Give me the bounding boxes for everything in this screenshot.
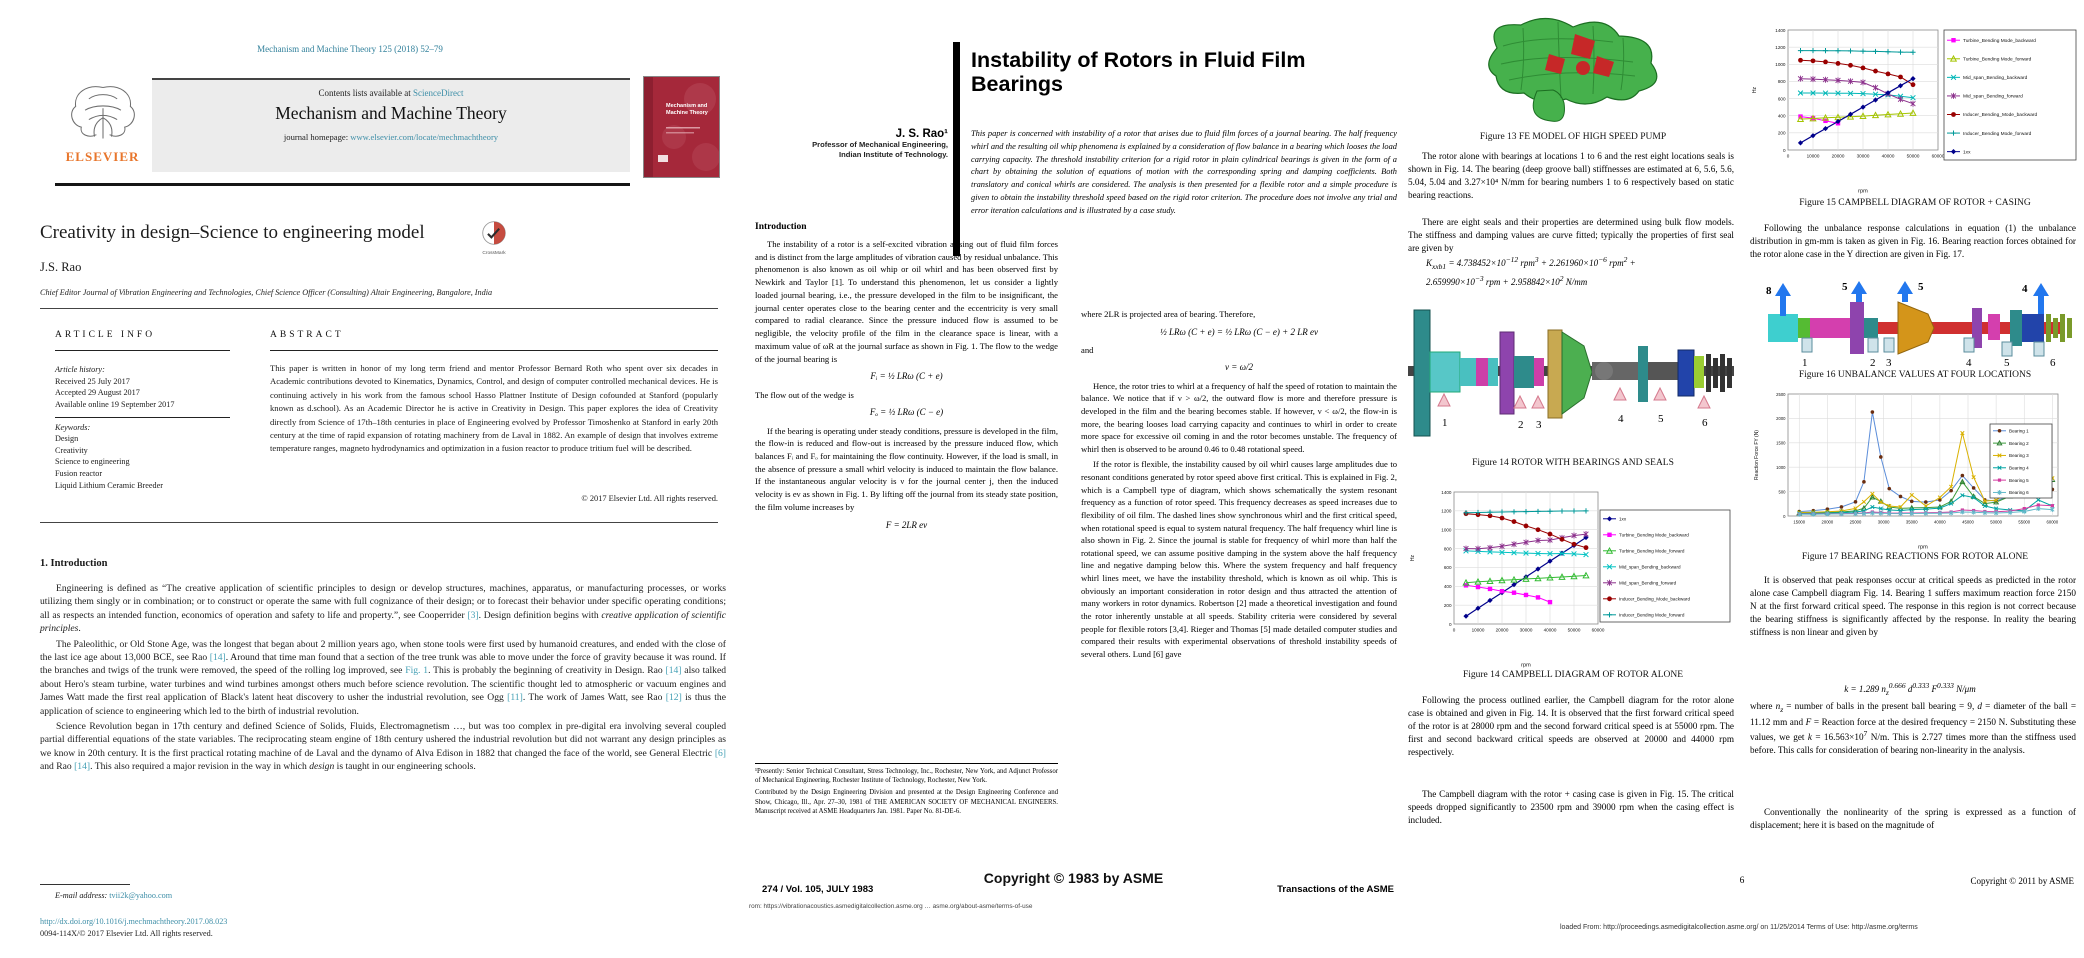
fig15-caption: Figure 15 CAMPBELL DIAGRAM OF ROTOR + CASING (1799, 198, 2031, 208)
svg-text:40000: 40000 (1543, 627, 1557, 633)
issn-line: 0094-114X/© 2017 Elsevier Ltd. All rights reserved. (40, 929, 213, 938)
svg-text:50000: 50000 (1567, 627, 1581, 633)
svg-text:Inducer_Bending Mode_forward: Inducer_Bending Mode_forward (1619, 612, 1685, 618)
unbalance-value: 8 (1766, 285, 1772, 297)
history-line: Accepted 29 August 2017 (55, 388, 140, 398)
history-label: Article history: (55, 365, 105, 374)
svg-text:60000: 60000 (1591, 627, 1605, 633)
svg-text:1400: 1400 (1775, 27, 1786, 33)
divider (40, 308, 718, 309)
author-block (708, 128, 948, 161)
equation: Fₒ = ½ LRω (C − e) (869, 407, 944, 418)
svg-text:Turbine_Bending Mode_backward: Turbine_Bending Mode_backward (1619, 532, 1689, 538)
svg-text:Hz: Hz (1410, 554, 1416, 562)
keywords-label: Keywords: (55, 422, 91, 432)
paper-abstract: This paper is concerned with instability of a rotor that arises due to fluid film forces of a journal bearing. The half frequency whirl and the resulting oil whip phenomena is explained by a consideration of flow balance in a bearing which looses the load carrying capacity. The threshold instability criterion for a rigid rotor in plain cylindrical bearings is given in the form of a chart by obtaining the solution of equations of motion with the corresponding spring and damping coefficients. Both translatory and conical whirls are considered. The analysis is then presented for a flexible rotor and a simple procedure is given to obtain the instability threshold speed based on the rigid rotor criterion. The procedure does not involve any trial and error iteration calculations and is illustrated by a case study. (971, 129, 1397, 215)
svg-text:40000: 40000 (1881, 153, 1895, 159)
abstract-copyright: © 2017 Elsevier Ltd. All rights reserved. (581, 494, 718, 503)
svg-text:1xx: 1xx (1619, 516, 1627, 522)
svg-text:10000: 10000 (1806, 153, 1820, 159)
section-heading: 1. Introduction (40, 558, 108, 569)
svg-text:Turbine_Bending Mode_forward: Turbine_Bending Mode_forward (1963, 57, 2032, 63)
asme-1983-paper-page (747, 0, 1400, 958)
svg-text:Bearing 2: Bearing 2 (2009, 440, 2029, 446)
history-line: Available online 19 September 2017 (55, 399, 175, 409)
homepage-line: journal homepage: www.elsevier.com/locate/mechmachtheory (283, 132, 499, 142)
paragraph: If the bearing is operating under steady conditions, pressure is developed in the film, the flow-in is reduced and flow-out is increased by the pressure induced flow, which balances Fᵢ and Fₒ for maintaining the flow continuity. However, if the load is small, in the absence of pressure a small whirl velocity is induced to maintain the flow balance. If the instantaneous angular velocity is ν for the journal center j, then the induced velocity is eν as shown in Fig. 1. By lifting off the journal from its steady state position, the film volume increases by (755, 425, 1058, 512)
svg-text:1000: 1000 (1776, 465, 1786, 470)
svg-text:45000: 45000 (1962, 519, 1974, 525)
svg-text:0: 0 (1448, 621, 1452, 627)
elsevier-logo (55, 80, 150, 180)
history-line: Received 25 July 2017 (55, 376, 130, 386)
svg-text:0: 0 (1452, 627, 1456, 633)
doi-link[interactable]: http://dx.doi.org/10.1016/j.mechmachtheory.2017.08.023 (40, 917, 228, 926)
column-right (1750, 0, 2080, 958)
fig14-campbell-chart (1408, 478, 1738, 673)
svg-text:60000: 60000 (2046, 519, 2059, 525)
fig17-caption: Figure 17 BEARING REACTIONS FOR ROTOR ALONE (1801, 552, 2029, 562)
abstract-text: This paper is written in honor of my long term friend and mentor Professor Bernard Roth who spent over six decades in Academic contributions devoted to Kinematics, Dynamics, Control, and design of computer controlled mechanical devices. He is continuing actively in his work from the famous school Hasso Plattner Institute of Design cofounded at Stanford (popularly known as d.school). As an Academic Director he is active in Creativity in Design. This paper explores the idea of Creativity directly from Science of 17th–18th centuries in place of Engineering evolved by Professor Timoshenko at Stanford in early 20th century at the time of rapid expansion of rotating machinery from de Laval in 1882. An example of design that involves extreme temperature ranges, magneto hydrodynamics and optimization in a fusion reactor to produce tritium fuel will be described. (270, 363, 718, 454)
svg-text:Reaction Force FY (N): Reaction Force FY (N) (1754, 430, 1760, 480)
svg-text:Turbine_Bending Mode_backward: Turbine_Bending Mode_backward (1963, 38, 2036, 44)
abstract-heading: ABSTRACT (270, 330, 344, 340)
divider (40, 522, 718, 523)
svg-text:Bearing 1: Bearing 1 (2009, 428, 2029, 434)
paragraph: If the rotor is flexible, the instability caused by oil whirl causes large amplitudes due to resonant conditions generated by rotor speed above first critical. This is explained in Fig. 2, which is a Campbell type of diagram, which shows schematically the system resonant frequency as a function of rotor speed. This frequency decreases as speed increases due to flexibility of oil film. The dashed lines show synchronous whirl and the first critical speed, when rotational speed is equal to system natural frequency. The half frequency whirl line is also shown in Fig. 2. Since the journal is stable for frequency of whirl more than half the rotational speed, we can assume positive damping in the system above the half frequency line and negative damping below this. Where the system frequency and half frequency whirl lines meet, we have the instability threshold, which is known as oil whip. This is obviously an important consideration in rotor design and thus attracted the attention of many workers in rotor dynamics. Robertson [2] made a theoretical investigation and found the rotor inherently unstable at all speeds. Stability criteria were considered by several people for flexible rotors [3,4]. Rieger and Thomas [5] made detailed computer studies and compared their results with experimental observations of threshold instability speeds of several others. Lund [6] gave (1081, 459, 1397, 659)
bearing-number: 3 (1536, 419, 1542, 431)
svg-text:55000: 55000 (2018, 519, 2031, 525)
keyword: Creativity (55, 445, 88, 455)
paragraph: The instability of a rotor is a self-excited vibration arising out of fluid film forces and is distinct from the large amplitudes of vibration caused by residual unbalance. This phenomenon is also known as oil whip or oil whirl and has been observed first by Newkirk and Taylor [1]. To understand this phenomenon, let us consider a lightly loaded journal bearing, i.e., the pressure developed in the film to be insignificant, the journal center operates close to the bearing center and the eccentricity is very small compared to radial clearance. Since the pressure induced flow is assumed to be negligible, the velocity profile of the film in the clearance space is linear, with a maximum value of ωR at the journal surface as shown in Fig. 1. The flow to the wedge of the journal bearing is (755, 239, 1058, 364)
svg-text:Mid_span_Bending_backward: Mid_span_Bending_backward (1963, 76, 2028, 82)
svg-text:30000: 30000 (1856, 153, 1870, 159)
elsevier-tree-icon (59, 133, 147, 150)
page-number: 6 (1739, 876, 1745, 886)
svg-text:0: 0 (1783, 513, 1786, 519)
svg-text:600: 600 (1443, 565, 1452, 571)
elsevier-wordmark: ELSEVIER (65, 149, 140, 164)
unbalance-value: 5 (1918, 281, 1924, 293)
article-info-block (55, 364, 235, 491)
footnote: Contributed by the Design Engineering Division and presented at the Design Engineering Conference and Show, Chicago, Ill., Apr. 27–30, 1981 of THE AMERICAN SOCIETY OF MECHANICAL ENGINEERS. Manuscript received at ASME Headquarters Jan. 1981. Paper No. 81-DE-6. (755, 789, 1058, 815)
email-link[interactable]: tvii2k@yahoo.com (109, 891, 173, 900)
svg-text:Turbine_Bending Mode_forward: Turbine_Bending Mode_forward (1619, 548, 1685, 554)
column-left (1408, 0, 1738, 958)
author-name: J. S. Rao¹ (895, 128, 948, 140)
svg-text:30000: 30000 (1519, 627, 1533, 633)
paragraph: and (1081, 344, 1094, 355)
fig14-campbell-caption: Figure 14 CAMPBELL DIAGRAM OF ROTOR ALONE (1462, 670, 1684, 680)
author-affiliation: Chief Editor Journal of Vibration Engineering and Technologies, Chief Science Officer (Consulting) Altair Engineering, Bangalore, India (40, 288, 493, 297)
svg-text:50000: 50000 (1990, 519, 2002, 525)
download-source-line: loaded From: http://proceedings.asmedigitalcollection.asme.org/ on 11/25/2014 Terms of Use: http://asme.org/terms (1560, 924, 1918, 931)
equation: ν = ω/2 (1225, 362, 1253, 373)
fig14-rotor-image (1408, 296, 1734, 459)
asme-2011-paper-page (1400, 0, 2084, 958)
paragraph: The Paleolithic, or Old Stone Age, was the longest that began about 2 million years ago, when stone tools were first used by humanoid creatures, and ended with the close of the last ice age about 13,000 BCE, see Rao [14]. Around that time man found that a section of the tree trunk was able to move under the force of gravity because it was round. If the branches and twigs of the trunk were removed, the speed of the rolling log improved, see Fig. 1. This is probably the beginning of creativity in Design. Rao [14] also talked about Hero's steam turbine, water turbines and wind turbines amongst others much before science revolution. The scientific thought led to atmospheric or vacuum engines and James Watt made the first real application of Black's latent heat discovery to usher the industrial revolution, see Ogg [11]. The work of James Watt, see Rao [12] is thus the application of science to engineering which led to the birth of industrial revolution. (40, 638, 727, 717)
fig16-unbalance-image (1750, 280, 2076, 373)
svg-text:25000: 25000 (1849, 519, 1862, 525)
paragraph: where 2LR is projected area of bearing. Therefore, (1081, 309, 1256, 319)
svg-text:Bearing 3: Bearing 3 (2009, 453, 2029, 459)
svg-text:50000: 50000 (1906, 153, 1920, 159)
svg-text:400: 400 (1443, 584, 1452, 590)
paragraph: Conventionally the nonlinearity of the spring is expressed as a function of displacement; here it is based on the magnitude of (1750, 807, 2076, 831)
svg-text:rpm: rpm (1521, 662, 1531, 668)
footnote-block (755, 763, 1058, 819)
svg-text:Inducer_Bending_Mode_backward: Inducer_Bending_Mode_backward (1963, 113, 2038, 119)
fig15-campbell-chart (1750, 12, 2080, 199)
svg-text:1000: 1000 (1441, 527, 1452, 533)
svg-text:40000: 40000 (1934, 519, 1946, 525)
svg-text:1200: 1200 (1441, 508, 1452, 514)
bearing-number: 5 (2004, 357, 2010, 368)
paragraph: Following the process outlined earlier, the Campbell diagram for the rotor alone case is obtained and given in Fig. 14. It is observed that the first forward critical speed of the rotor is at 28000 rpm and the second forward critical speed is at 55000 rpm. The first and second backward critical speeds are observed at 20000 and 44000 rpm respectively. (1408, 695, 1734, 758)
fig14-rotor-caption: Figure 14 ROTOR WITH BEARINGS AND SEALS (1472, 458, 1674, 468)
column-left (755, 220, 1058, 537)
journal-name: Mechanism and Machine Theory (275, 103, 507, 123)
paragraph: There are eight seals and their properties are determined using bulk flow models. The stiffness and damping values are curve fitted; typically the properties of first seal are given by (1408, 217, 1734, 254)
svg-text:10000: 10000 (1471, 627, 1485, 633)
divider (55, 350, 230, 351)
crossmark-icon (481, 233, 507, 250)
journal-cover-thumbnail (643, 76, 720, 178)
svg-text:1500: 1500 (1776, 440, 1786, 446)
keyword: Fusion reactor (55, 469, 103, 479)
sciencedirect-link[interactable]: ScienceDirect (413, 88, 464, 98)
article-title: Creativity in design–Science to engineering model (40, 222, 425, 243)
svg-text:Bearing 5: Bearing 5 (2009, 477, 2029, 483)
divider (270, 350, 718, 351)
article-info-heading: ARTICLE INFO (55, 330, 156, 340)
svg-text:1200: 1200 (1775, 44, 1786, 50)
svg-text:20000: 20000 (1495, 627, 1509, 633)
column-right (1081, 308, 1397, 663)
footer-journal: Transactions of the ASME (1277, 884, 1394, 895)
copyright-stamp: Copyright © 1983 by ASME (983, 870, 1164, 886)
paragraph: The Campbell diagram with the rotor + casing case is given in Fig. 15. The critical speeds dropped significantly to 23500 rpm and 39000 rpm when the casing effect is included. (1408, 789, 1734, 826)
fig13-caption: Figure 13 FE MODEL OF HIGH SPEED PUMP (1479, 132, 1667, 142)
svg-text:20000: 20000 (1831, 153, 1845, 159)
equation: ½ LRω (C + e) = ½ LRω (C − e) + 2 LR eν (1160, 326, 1318, 337)
unbalance-value: 4 (2022, 283, 2028, 295)
paragraph: Hence, the rotor tries to whirl at a frequency of half the speed of rotation to maintain the balance. We notice that if ν > ω/2, the outward flow is more and therefore pressure is developed in the film and the bearing becomes stable. If however, ν < ω/2, the flow-in is more, the bearing looses load carrying capacity and continues to whirl in order to create more space for excessive oil coming in and the rotor becomes unstable. The frequency of whirl then is observed to be around 0.46 to 0.48 rotational speed. (1081, 380, 1397, 454)
section-heading: Introduction (755, 222, 807, 232)
bearing-number: 1 (1442, 417, 1448, 429)
paper-title: Instability of Rotors in Fluid Film Bearings (971, 48, 1306, 97)
svg-text:Mid_span_Bending_forward: Mid_span_Bending_forward (1619, 580, 1677, 586)
crossmark-badge[interactable] (472, 220, 516, 256)
contents-line: Contents lists available at ScienceDirect (318, 88, 464, 98)
paragraph: The rotor alone with bearings at locations 1 to 6 and the rest eight locations seals is shown in Fig. 14. The bearing (deep groove ball) stiffnesses are estimated at 6, 5.6, 5.6, 5.04, 5.04 and 3.27×10⁴ N/mm for bearing numbers 1 to 6 respectively based on static bearing reactions. (1408, 151, 1734, 201)
bearing-number: 4 (1966, 357, 1972, 368)
author-affiliation: Indian Institute of Technology. (839, 150, 948, 160)
footnote: ¹Presently: Senior Technical Consultant, Stress Technology, Inc., Rochester, New York, and Adjunct Professor of Mechanical Engineering, Rochester Institute of Technology, Rochester, New York. (755, 768, 1058, 785)
copyright-line: Copyright © 2011 by ASME (1970, 876, 2074, 886)
svg-text:Bearing 4: Bearing 4 (2009, 465, 2029, 471)
paragraph: Engineering is defined as “The creative application of scientific principles to design or develop structures, machines, apparatus, or manufacturing processes, or works utilizing them singly or in combination; or to construct or operate the same with full cognizance of their design; or to forecast their behavior under specific operating conditions; all as respects an intended function, economics of operation and safety to life and property.”, see Cooperrider [3]. Design definition begins with creative application of scientific principles. (40, 583, 726, 635)
journal-homepage-link[interactable]: www.elsevier.com/locate/mechmachtheory (350, 132, 499, 142)
svg-text:500: 500 (1778, 489, 1786, 495)
svg-text:Bearing 6: Bearing 6 (2009, 490, 2029, 496)
equation: F = 2LR eν (885, 519, 928, 530)
svg-text:800: 800 (1777, 79, 1786, 85)
crossmark-label: CrossMark (482, 251, 506, 256)
journal-header-box (152, 78, 630, 172)
bearing-number: 6 (1702, 417, 1708, 429)
svg-text:2000: 2000 (1776, 416, 1786, 422)
bearing-number: 4 (1618, 413, 1624, 425)
svg-text:rpm: rpm (1918, 544, 1928, 550)
svg-text:20000: 20000 (1821, 519, 1834, 525)
svg-text:Mid_span_Bending_backward: Mid_span_Bending_backward (1619, 564, 1681, 570)
bearing-number: 5 (1658, 413, 1664, 425)
svg-text:400: 400 (1777, 113, 1786, 119)
svg-text:15000: 15000 (1793, 519, 1806, 525)
fig13-pump-image (1463, 6, 1677, 133)
paragraph: where $n_z$ = number of balls in the present ball bearing = 9, d = diameter of the ball = 11.12 mm and F = Reaction force at the desired frequency = 2150 N. Substituting these values, we get $k = 16.563\times 10^7$ N/m. This is 2.727 times more than the stiffness used before. This calls for consideration of bearing non-linearity in the analysis. (1750, 701, 2076, 755)
bearing-number: 2 (1518, 419, 1524, 431)
equation: Fᵢ = ½ LRω (C + e) (870, 371, 943, 382)
svg-text:Inducer_Bending Mode_forward: Inducer_Bending Mode_forward (1963, 131, 2032, 137)
footnote-rule (40, 884, 130, 885)
unbalance-value: 5 (1842, 281, 1848, 293)
bearing-number: 6 (2050, 357, 2056, 368)
paragraph: The flow out of the wedge is (755, 389, 854, 400)
svg-text:1xx: 1xx (1963, 150, 1971, 156)
keyword: Science to engineering (55, 457, 130, 467)
author-affiliation: Professor of Mechanical Engineering, (812, 140, 948, 149)
svg-text:2500: 2500 (1776, 391, 1786, 397)
keyword: Design (55, 434, 79, 444)
svg-text:Inducer_Bending_Mode_backward: Inducer_Bending_Mode_backward (1619, 596, 1690, 602)
bearing-number: 3 (1886, 357, 1892, 368)
paragraph: Following the unbalance response calculations in equation (1) the unbalance distribution in gm-mm is taken as given in Fig. 16. Bearing reaction forces obtained for the rotor alone case in the Y direction are given in Fig. 17. (1750, 223, 2076, 260)
author-name: J.S. Rao (40, 260, 82, 274)
bearing-number: 1 (1802, 357, 1808, 368)
fig16-caption: Figure 16 UNBALANCE VALUES AT FOUR LOCATIONS (1798, 370, 2032, 380)
footer-volume: 274 / Vol. 105, JULY 1983 (762, 884, 874, 895)
introduction-body (40, 582, 726, 776)
svg-text:0: 0 (1782, 147, 1786, 153)
svg-text:35000: 35000 (1905, 519, 1918, 525)
bearing-number: 2 (1870, 357, 1876, 368)
journal-reference: Mechanism and Machine Theory 125 (2018) 52–79 (257, 44, 443, 54)
svg-text:1000: 1000 (1775, 62, 1786, 68)
cover-title: Mechanism and Machine Theory (666, 103, 708, 116)
svg-text:Hz: Hz (1752, 86, 1758, 94)
download-source-line: rom: https://vibrationacoustics.asmedigitalcollection.asme.org … asme.org/about-asme/terms-of-use (749, 903, 1033, 910)
svg-text:200: 200 (1777, 130, 1786, 136)
keyword: Liquid Lithium Ceramic Breeder (55, 480, 163, 490)
svg-text:1400: 1400 (1441, 489, 1452, 495)
elsevier-article-page (0, 0, 733, 958)
fig17-bearing-reactions-chart (1752, 388, 2074, 555)
divider (55, 417, 230, 418)
svg-text:0: 0 (1786, 153, 1790, 159)
seal-stiffness-equation: $K_{xxb1} = 4.738452\times 10^{-12}$ $rpm^3 + 2.261960\times 10^{-6}$ rpm$^2$ + $2.659990\times 10^{-3}$ rpm + $2.958842\times 10^2$ N/mm (1426, 255, 1636, 287)
svg-text:Mid_span_Bending_forward: Mid_span_Bending_forward (1963, 94, 2023, 100)
paragraph: Science Revolution began in 17th century and defined Science of Solids, Fluids, Electromagnetism …, but was too complex in pre-digital era involving several coupled partial differential equations of the state variables. The reciprocating steam engine of 18th century ushered the industrial revolution but did not warrant any design principles as we know in 20th century. It is the first practical rotating machine of de Laval and the dynamo of Alva Edison in 1882 that changed the face of the world, see General Electric [6] and Rao [14]. This also required a major revision in the way in which design is taught in our engineering schools. (40, 721, 726, 773)
svg-text:800: 800 (1443, 546, 1452, 552)
svg-text:200: 200 (1443, 602, 1452, 608)
svg-text:60000: 60000 (1931, 153, 1945, 159)
svg-text:600: 600 (1777, 96, 1786, 102)
svg-text:30000: 30000 (1877, 519, 1890, 525)
bearing-stiffness-equation: k = 1.289 $n_z^{0.666}$ $d^{0.333}$ $F^{0.333}$ N/μm (1844, 681, 1976, 697)
header-rule (55, 183, 630, 186)
email-footnote: E-mail address: tvii2k@yahoo.com (55, 891, 173, 900)
svg-text:rpm: rpm (1858, 188, 1868, 194)
paragraph: It is observed that peak responses occur at critical speeds as predicted in the rotor alone case Campbell diagram Fig. 14. Bearing 1 suffers maximum reaction force 2150 N at the first forward critical speed. The response in this region is not correct because the bearing stiffness is significantly affected by the response. In reality the bearing stiffness is non linear and given by (1750, 575, 2076, 638)
